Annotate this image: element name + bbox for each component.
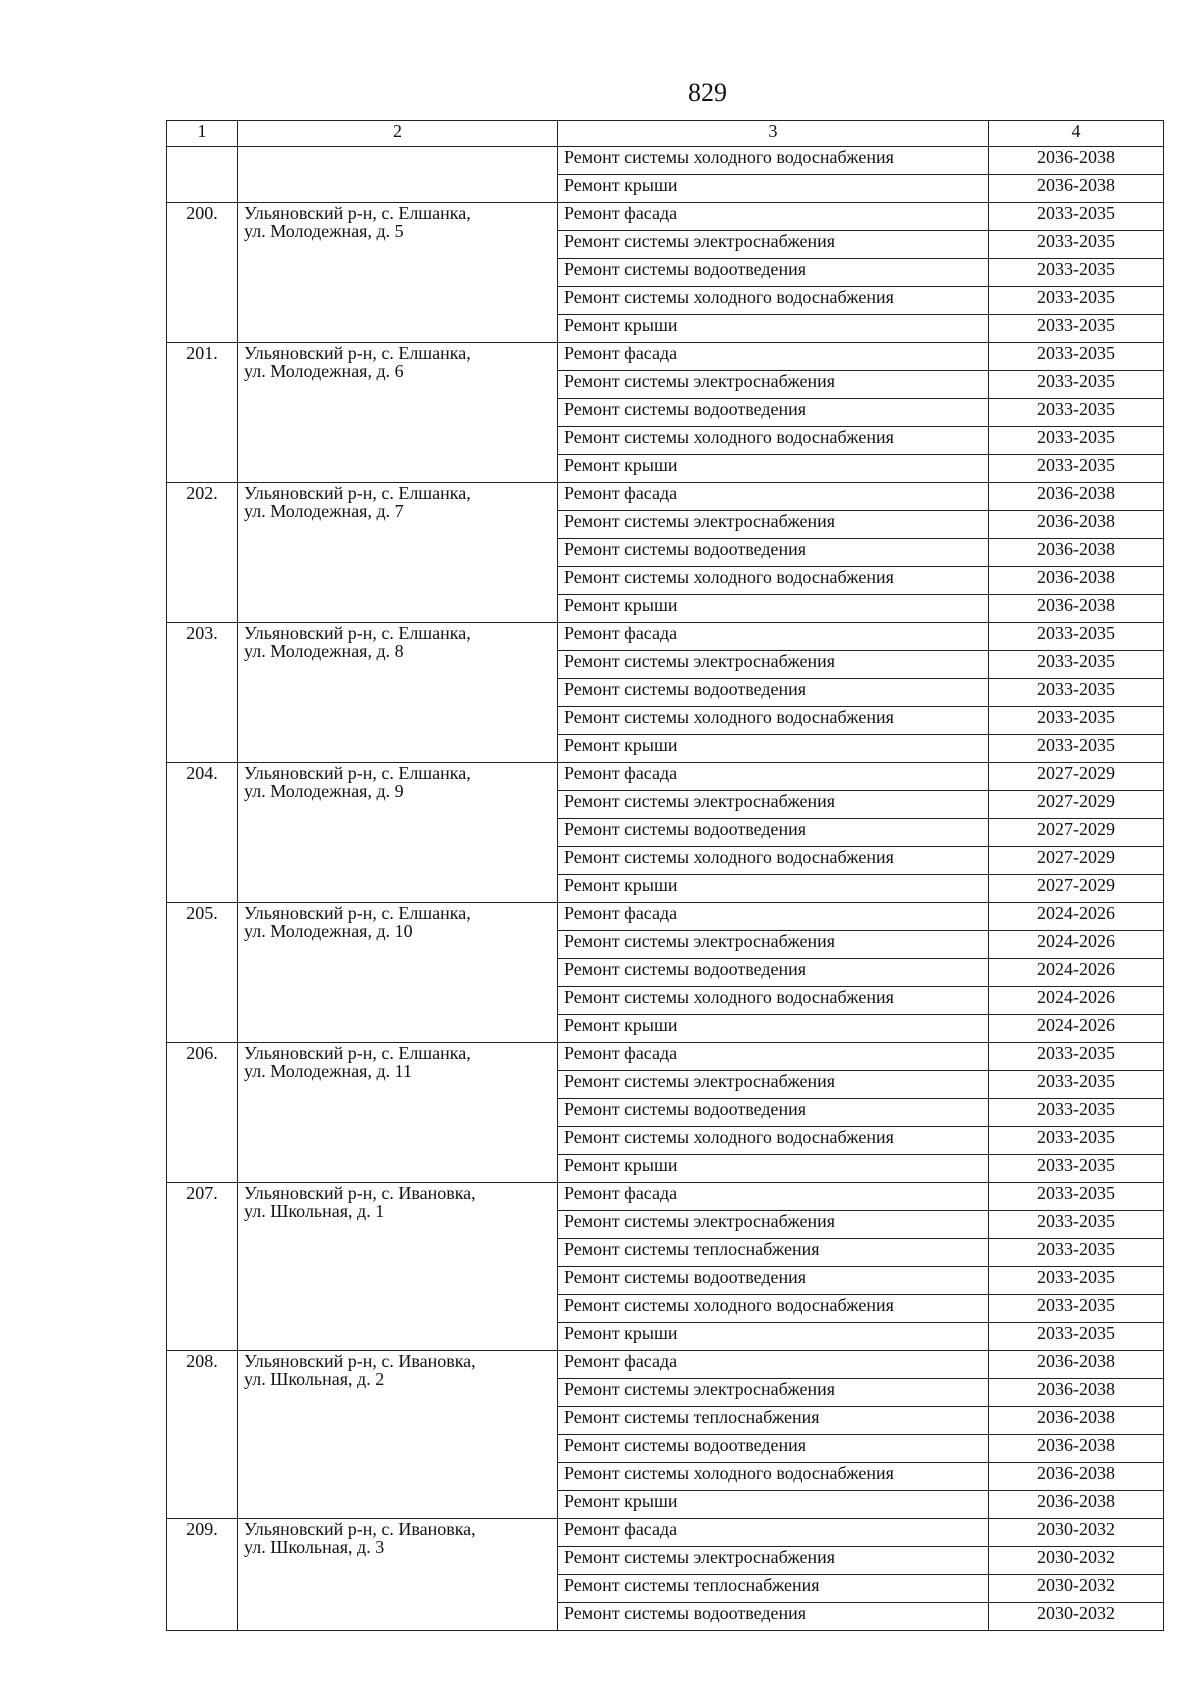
address-cell: [238, 1519, 558, 1631]
entry-number-cell: 205.: [167, 903, 238, 1043]
period-cell: 2030-2032: [989, 1547, 1164, 1575]
repair-schedule-table: [166, 120, 1164, 1631]
work-type-cell: Ремонт крыши: [558, 595, 989, 623]
period-cell: 2036-2038: [989, 1435, 1164, 1463]
work-type-cell: Ремонт фасада: [558, 1519, 989, 1547]
work-type-cell: Ремонт системы холодного водоснабжения: [558, 147, 989, 175]
period-cell: 2033-2035: [989, 1099, 1164, 1127]
period-cell: 2033-2035: [989, 287, 1164, 315]
work-type-cell: Ремонт фасада: [558, 1351, 989, 1379]
table-row: [167, 903, 1164, 931]
address-line: Ульяновский р-н, с. Елшанка,: [244, 343, 471, 363]
table-row: [167, 343, 1164, 371]
entry-number-cell: 206.: [167, 1043, 238, 1183]
period-cell: 2030-2032: [989, 1519, 1164, 1547]
work-type-cell: Ремонт системы водоотведения: [558, 1267, 989, 1295]
table-row: [167, 483, 1164, 511]
work-type-cell: Ремонт фасада: [558, 903, 989, 931]
address-line: Ульяновский р-н, с. Елшанка,: [244, 203, 471, 223]
work-type-cell: Ремонт крыши: [558, 175, 989, 203]
work-type-cell: Ремонт крыши: [558, 455, 989, 483]
period-cell: 2024-2026: [989, 903, 1164, 931]
period-cell: 2036-2038: [989, 1351, 1164, 1379]
work-type-cell: Ремонт системы теплоснабжения: [558, 1407, 989, 1435]
work-type-cell: Ремонт системы теплоснабжения: [558, 1575, 989, 1603]
period-cell: 2033-2035: [989, 1183, 1164, 1211]
period-cell: 2027-2029: [989, 819, 1164, 847]
period-cell: 2033-2035: [989, 231, 1164, 259]
table-row: [167, 147, 1164, 175]
table-row: [167, 1043, 1164, 1071]
entry-number-cell: 209.: [167, 1519, 238, 1631]
work-type-cell: Ремонт фасада: [558, 623, 989, 651]
address-cell: [238, 343, 558, 483]
address-cell: [238, 623, 558, 763]
period-cell: 2033-2035: [989, 259, 1164, 287]
work-type-cell: Ремонт системы водоотведения: [558, 399, 989, 427]
address-line: Ульяновский р-н, с. Елшанка,: [244, 623, 471, 643]
period-cell: 2033-2035: [989, 455, 1164, 483]
work-type-cell: Ремонт системы водоотведения: [558, 259, 989, 287]
address-cell: [238, 203, 558, 343]
period-cell: 2036-2038: [989, 567, 1164, 595]
entry-number-cell: 203.: [167, 623, 238, 763]
address-line: ул. Школьная, д. 1: [244, 1201, 385, 1221]
work-type-cell: Ремонт системы электроснабжения: [558, 371, 989, 399]
entry-number-cell: 208.: [167, 1351, 238, 1519]
entry-number-cell: 207.: [167, 1183, 238, 1351]
period-cell: 2036-2038: [989, 147, 1164, 175]
address-line: Ульяновский р-н, с. Ивановка,: [244, 1351, 476, 1371]
period-cell: 2033-2035: [989, 1267, 1164, 1295]
work-type-cell: Ремонт системы электроснабжения: [558, 1211, 989, 1239]
address-cell: [238, 147, 558, 203]
address-line: ул. Молодежная, д. 8: [244, 641, 404, 661]
period-cell: 2033-2035: [989, 1155, 1164, 1183]
period-cell: 2036-2038: [989, 1463, 1164, 1491]
period-cell: 2033-2035: [989, 343, 1164, 371]
work-type-cell: Ремонт системы электроснабжения: [558, 511, 989, 539]
work-type-cell: Ремонт системы теплоснабжения: [558, 1239, 989, 1267]
period-cell: 2036-2038: [989, 483, 1164, 511]
table-row: [167, 1351, 1164, 1379]
table-row: [167, 1519, 1164, 1547]
period-cell: 2033-2035: [989, 1043, 1164, 1071]
period-cell: 2030-2032: [989, 1575, 1164, 1603]
address-cell: [238, 483, 558, 623]
work-type-cell: Ремонт системы электроснабжения: [558, 931, 989, 959]
period-cell: 2027-2029: [989, 763, 1164, 791]
work-type-cell: Ремонт системы водоотведения: [558, 959, 989, 987]
entry-number-cell: 204.: [167, 763, 238, 903]
work-type-cell: Ремонт системы холодного водоснабжения: [558, 987, 989, 1015]
period-cell: 2033-2035: [989, 399, 1164, 427]
period-cell: 2027-2029: [989, 847, 1164, 875]
column-header-2: 2: [238, 121, 558, 147]
table-row: [167, 1183, 1164, 1211]
address-line: Ульяновский р-н, с. Елшанка,: [244, 763, 471, 783]
address-line: ул. Молодежная, д. 11: [244, 1061, 412, 1081]
address-line: Ульяновский р-н, с. Елшанка,: [244, 483, 471, 503]
entry-number-cell: 202.: [167, 483, 238, 623]
entry-number-cell: [167, 147, 238, 203]
address-line: Ульяновский р-н, с. Елшанка,: [244, 903, 471, 923]
period-cell: 2033-2035: [989, 651, 1164, 679]
address-cell: [238, 903, 558, 1043]
work-type-cell: Ремонт системы холодного водоснабжения: [558, 847, 989, 875]
period-cell: 2036-2038: [989, 1491, 1164, 1519]
address-cell: [238, 1043, 558, 1183]
address-line: Ульяновский р-н, с. Ивановка,: [244, 1183, 476, 1203]
work-type-cell: Ремонт крыши: [558, 875, 989, 903]
work-type-cell: Ремонт системы электроснабжения: [558, 791, 989, 819]
period-cell: 2027-2029: [989, 791, 1164, 819]
work-type-cell: Ремонт системы холодного водоснабжения: [558, 567, 989, 595]
period-cell: 2033-2035: [989, 1071, 1164, 1099]
work-type-cell: Ремонт системы водоотведения: [558, 1099, 989, 1127]
entry-number-cell: 201.: [167, 343, 238, 483]
table-row: [167, 763, 1164, 791]
work-type-cell: Ремонт фасада: [558, 763, 989, 791]
work-type-cell: Ремонт системы электроснабжения: [558, 651, 989, 679]
table-row: [167, 623, 1164, 651]
address-line: ул. Молодежная, д. 5: [244, 221, 404, 241]
period-cell: 2033-2035: [989, 1295, 1164, 1323]
period-cell: 2024-2026: [989, 931, 1164, 959]
page-number: 829: [688, 78, 727, 107]
table-header-row: [167, 121, 1164, 147]
column-header-1: 1: [167, 121, 238, 147]
column-header-3: 3: [558, 121, 989, 147]
work-type-cell: Ремонт системы электроснабжения: [558, 1071, 989, 1099]
period-cell: 2033-2035: [989, 623, 1164, 651]
address-cell: [238, 1351, 558, 1519]
period-cell: 2036-2038: [989, 175, 1164, 203]
work-type-cell: Ремонт системы холодного водоснабжения: [558, 1295, 989, 1323]
entry-number-cell: 200.: [167, 203, 238, 343]
work-type-cell: Ремонт фасада: [558, 1043, 989, 1071]
period-cell: 2036-2038: [989, 1379, 1164, 1407]
address-line: ул. Молодежная, д. 7: [244, 501, 404, 521]
work-type-cell: Ремонт системы холодного водоснабжения: [558, 427, 989, 455]
work-type-cell: Ремонт системы холодного водоснабжения: [558, 1127, 989, 1155]
period-cell: 2024-2026: [989, 987, 1164, 1015]
period-cell: 2027-2029: [989, 875, 1164, 903]
period-cell: 2033-2035: [989, 371, 1164, 399]
address-cell: [238, 763, 558, 903]
period-cell: 2036-2038: [989, 539, 1164, 567]
address-line: ул. Молодежная, д. 10: [244, 921, 413, 941]
period-cell: 2024-2026: [989, 1015, 1164, 1043]
period-cell: 2033-2035: [989, 1127, 1164, 1155]
work-type-cell: Ремонт крыши: [558, 1015, 989, 1043]
address-line: ул. Школьная, д. 2: [244, 1369, 385, 1389]
work-type-cell: Ремонт системы электроснабжения: [558, 231, 989, 259]
period-cell: 2033-2035: [989, 679, 1164, 707]
period-cell: 2033-2035: [989, 427, 1164, 455]
work-type-cell: Ремонт системы водоотведения: [558, 1603, 989, 1631]
address-line: ул. Молодежная, д. 6: [244, 361, 404, 381]
work-type-cell: Ремонт фасада: [558, 1183, 989, 1211]
work-type-cell: Ремонт крыши: [558, 735, 989, 763]
work-type-cell: Ремонт крыши: [558, 1155, 989, 1183]
work-type-cell: Ремонт крыши: [558, 315, 989, 343]
period-cell: 2033-2035: [989, 735, 1164, 763]
work-type-cell: Ремонт системы электроснабжения: [558, 1547, 989, 1575]
period-cell: 2024-2026: [989, 959, 1164, 987]
table-row: [167, 203, 1164, 231]
period-cell: 2036-2038: [989, 511, 1164, 539]
work-type-cell: Ремонт системы водоотведения: [558, 819, 989, 847]
address-line: Ульяновский р-н, с. Ивановка,: [244, 1519, 476, 1539]
work-type-cell: Ремонт системы холодного водоснабжения: [558, 1463, 989, 1491]
table-body: [167, 121, 1164, 1631]
period-cell: 2036-2038: [989, 595, 1164, 623]
period-cell: 2033-2035: [989, 1211, 1164, 1239]
work-type-cell: Ремонт системы холодного водоснабжения: [558, 707, 989, 735]
address-line: Ульяновский р-н, с. Елшанка,: [244, 1043, 471, 1063]
work-type-cell: Ремонт крыши: [558, 1323, 989, 1351]
work-type-cell: Ремонт фасада: [558, 203, 989, 231]
period-cell: 2033-2035: [989, 203, 1164, 231]
period-cell: 2030-2032: [989, 1603, 1164, 1631]
address-line: ул. Молодежная, д. 9: [244, 781, 404, 801]
period-cell: 2033-2035: [989, 1323, 1164, 1351]
work-type-cell: Ремонт системы водоотведения: [558, 1435, 989, 1463]
column-header-4: 4: [989, 121, 1164, 147]
work-type-cell: Ремонт системы водоотведения: [558, 679, 989, 707]
work-type-cell: Ремонт фасада: [558, 343, 989, 371]
work-type-cell: Ремонт системы водоотведения: [558, 539, 989, 567]
period-cell: 2033-2035: [989, 315, 1164, 343]
address-cell: [238, 1183, 558, 1351]
work-type-cell: Ремонт системы электроснабжения: [558, 1379, 989, 1407]
work-type-cell: Ремонт крыши: [558, 1491, 989, 1519]
work-type-cell: Ремонт фасада: [558, 483, 989, 511]
period-cell: 2033-2035: [989, 707, 1164, 735]
address-line: ул. Школьная, д. 3: [244, 1537, 385, 1557]
work-type-cell: Ремонт системы холодного водоснабжения: [558, 287, 989, 315]
period-cell: 2033-2035: [989, 1239, 1164, 1267]
period-cell: 2036-2038: [989, 1407, 1164, 1435]
